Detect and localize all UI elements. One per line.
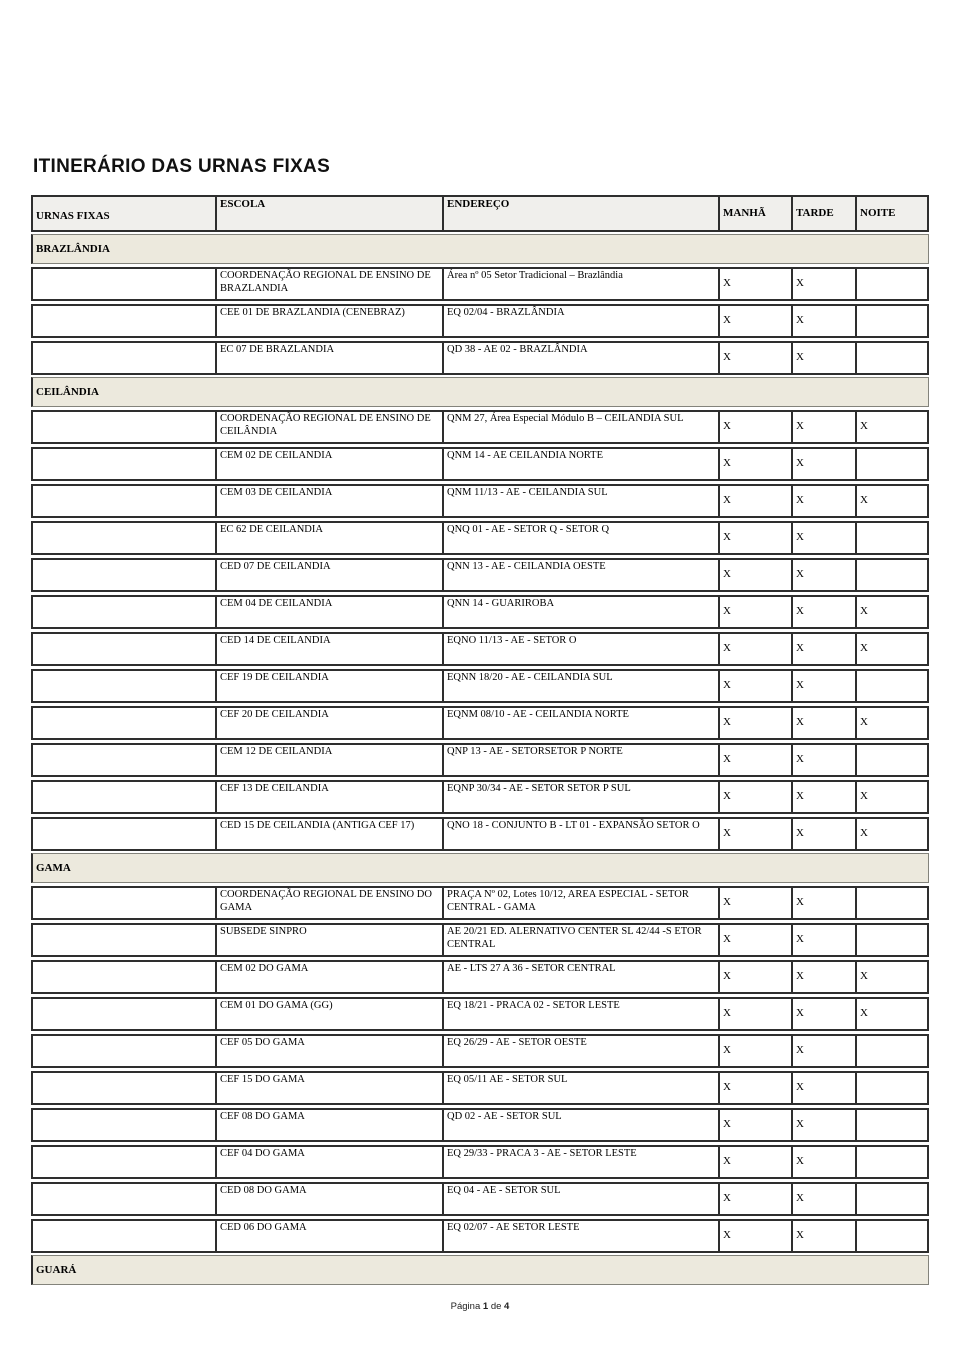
noite-cell (857, 343, 927, 373)
table-header-row (31, 195, 929, 232)
noite-cell (857, 1110, 927, 1140)
tarde-cell: X (793, 449, 857, 479)
endereco-cell: EQNN 18/20 - AE - CEILANDIA SUL (444, 671, 720, 701)
table-row (31, 558, 929, 592)
endereco-cell: QNO 18 - CONJUNTO B - LT 01 - EXPANSÃO SETOR O (444, 819, 720, 849)
escola-cell: COORDENAÇÃO REGIONAL DE ENSINO DE CEILÂNDIA (217, 412, 444, 442)
column-header-escola: ESCOLA (217, 197, 444, 230)
tarde-cell: X (793, 486, 857, 516)
tarde-cell: X (793, 523, 857, 553)
manha-cell: X (720, 708, 793, 738)
endereco-cell: PRAÇA Nº 02, Lotes 10/12, AREA ESPECIAL - SETOR CENTRAL - GAMA (444, 888, 720, 918)
tarde-cell: X (793, 597, 857, 627)
noite-cell (857, 1147, 927, 1177)
noite-cell (857, 306, 927, 336)
noite-cell: X (860, 970, 868, 983)
table-row (31, 923, 929, 957)
escola-cell: CEM 04 DE CEILANDIA (217, 597, 444, 627)
noite-cell (857, 671, 927, 701)
urna-cell (33, 560, 217, 590)
endereco-cell: QNM 27, Área Especial Módulo B – CEILANDIA SUL (444, 412, 720, 442)
manha-cell: X (720, 671, 793, 701)
manha-cell: X (720, 819, 793, 849)
tarde-cell: X (793, 634, 857, 664)
table-row (31, 632, 929, 666)
table-row (31, 1219, 929, 1253)
urna-cell (33, 1221, 217, 1251)
column-header-endereco: ENDEREÇO (444, 197, 720, 230)
escola-cell: CEF 19 DE CEILANDIA (217, 671, 444, 701)
escola-cell: CEE 01 DE BRAZLANDIA (CENEBRAZ) (217, 306, 444, 336)
manha-cell: X (720, 523, 793, 553)
urna-cell (33, 597, 217, 627)
section-band-ceilandia (31, 377, 929, 407)
manha-cell: X (720, 486, 793, 516)
escola-cell: COORDENAÇÃO REGIONAL DE ENSINO DO GAMA (217, 888, 444, 918)
urna-cell (33, 306, 217, 336)
escola-cell: COORDENAÇÃO REGIONAL DE ENSINO DE BRAZLANDIA (217, 269, 444, 299)
endereco-cell: EQ 02/04 - BRAZLÂNDIA (444, 306, 720, 336)
table-row (31, 780, 929, 814)
urna-cell (33, 412, 217, 442)
noite-cell: X (860, 494, 868, 507)
manha-cell: X (720, 1221, 793, 1251)
manha-cell: X (720, 1110, 793, 1140)
urna-cell (33, 819, 217, 849)
escola-cell: CED 08 DO GAMA (217, 1184, 444, 1214)
tarde-cell: X (793, 560, 857, 590)
table-row (31, 886, 929, 920)
column-header-noite: NOITE (860, 207, 896, 220)
tarde-cell: X (793, 925, 857, 955)
table-row (31, 521, 929, 555)
urna-cell (33, 1110, 217, 1140)
endereco-cell: QNM 14 - AE CEILANDIA NORTE (444, 449, 720, 479)
manha-cell: X (720, 962, 793, 992)
column-header-manha: MANHÃ (720, 197, 793, 230)
urna-cell (33, 486, 217, 516)
urna-cell (33, 671, 217, 701)
tarde-cell: X (793, 745, 857, 775)
escola-cell: CED 06 DO GAMA (217, 1221, 444, 1251)
manha-cell: X (720, 888, 793, 918)
manha-cell: X (720, 343, 793, 373)
escola-cell: CED 14 DE CEILANDIA (217, 634, 444, 664)
manha-cell: X (720, 1147, 793, 1177)
table-row (31, 1145, 929, 1179)
urna-cell (33, 1073, 217, 1103)
tarde-cell: X (793, 1221, 857, 1251)
itinerary-table (31, 195, 929, 1285)
table-row (31, 304, 929, 338)
escola-cell: CEM 02 DE CEILANDIA (217, 449, 444, 479)
noite-cell (857, 1221, 927, 1251)
urna-cell (33, 925, 217, 955)
noite-cell: X (860, 605, 868, 618)
endereco-cell: EQ 02/07 - AE SETOR LESTE (444, 1221, 720, 1251)
escola-cell: SUBSEDE SINPRO (217, 925, 444, 955)
footer-page-number: 1 (482, 1301, 489, 1312)
urna-cell (33, 1147, 217, 1177)
urna-cell (33, 999, 217, 1029)
noite-cell (857, 269, 927, 299)
manha-cell: X (720, 597, 793, 627)
noite-cell: X (860, 420, 868, 433)
noite-cell: X (860, 827, 868, 840)
section-label: BRAZLÂNDIA (36, 243, 110, 255)
escola-cell: EC 07 DE BRAZLANDIA (217, 343, 444, 373)
noite-cell: X (860, 716, 868, 729)
table-row (31, 484, 929, 518)
endereco-cell: QNP 13 - AE - SETORSETOR P NORTE (444, 745, 720, 775)
escola-cell: CEM 02 DO GAMA (217, 962, 444, 992)
table-row (31, 1182, 929, 1216)
footer-total-pages: 4 (504, 1301, 510, 1312)
table-row (31, 1034, 929, 1068)
manha-cell: X (720, 1036, 793, 1066)
footer-middle: de (488, 1301, 505, 1312)
noite-cell: X (860, 1007, 868, 1020)
manha-cell: X (720, 412, 793, 442)
noite-cell (857, 1073, 927, 1103)
tarde-cell: X (793, 306, 857, 336)
endereco-cell: QD 02 - AE - SETOR SUL (444, 1110, 720, 1140)
table-row (31, 669, 929, 703)
page-footer (0, 1301, 960, 1312)
urna-cell (33, 449, 217, 479)
manha-cell: X (720, 999, 793, 1029)
escola-cell: EC 62 DE CEILANDIA (217, 523, 444, 553)
manha-cell: X (720, 1073, 793, 1103)
endereco-cell: QNM 11/13 - AE - CEILANDIA SUL (444, 486, 720, 516)
escola-cell: CEF 13 DE CEILANDIA (217, 782, 444, 812)
urna-cell (33, 269, 217, 299)
page-title: ITINERÁRIO DAS URNAS FIXAS (33, 156, 331, 177)
urna-cell (33, 1184, 217, 1214)
noite-cell (857, 1036, 927, 1066)
noite-cell: X (860, 790, 868, 803)
table-row (31, 447, 929, 481)
noite-cell (857, 925, 927, 955)
column-header-urnas-fixas: URNAS FIXAS (33, 197, 217, 230)
escola-cell: CEF 20 DE CEILANDIA (217, 708, 444, 738)
endereco-cell: EQ 26/29 - AE - SETOR OESTE (444, 1036, 720, 1066)
endereco-cell: EQNO 11/13 - AE - SETOR O (444, 634, 720, 664)
tarde-cell: X (793, 269, 857, 299)
tarde-cell: X (793, 412, 857, 442)
urna-cell (33, 782, 217, 812)
table-row (31, 817, 929, 851)
endereco-cell: EQ 05/11 AE - SETOR SUL (444, 1073, 720, 1103)
table-row (31, 1108, 929, 1142)
escola-cell: CEM 01 DO GAMA (GG) (217, 999, 444, 1029)
escola-cell: CED 07 DE CEILANDIA (217, 560, 444, 590)
manha-cell: X (720, 782, 793, 812)
urna-cell (33, 1036, 217, 1066)
urna-cell (33, 708, 217, 738)
manha-cell: X (720, 634, 793, 664)
table-row (31, 706, 929, 740)
section-band-gama (31, 853, 929, 883)
table-row (31, 267, 929, 301)
urna-cell (33, 962, 217, 992)
manha-cell: X (720, 925, 793, 955)
endereco-cell: EQ 29/33 - PRACA 3 - AE - SETOR LESTE (444, 1147, 720, 1177)
section-label: CEILÂNDIA (36, 386, 99, 398)
section-band-brazlandia (31, 234, 929, 264)
table-body (31, 234, 929, 1285)
manha-cell: X (720, 269, 793, 299)
tarde-cell: X (793, 671, 857, 701)
noite-cell (857, 888, 927, 918)
manha-cell: X (720, 745, 793, 775)
urna-cell (33, 634, 217, 664)
table-row (31, 997, 929, 1031)
tarde-cell: X (793, 782, 857, 812)
section-label: GAMA (36, 862, 71, 874)
table-row (31, 743, 929, 777)
endereco-cell: EQNM 08/10 - AE - CEILANDIA NORTE (444, 708, 720, 738)
manha-cell: X (720, 449, 793, 479)
urna-cell (33, 745, 217, 775)
table-row (31, 341, 929, 375)
endereco-cell: QNQ 01 - AE - SETOR Q - SETOR Q (444, 523, 720, 553)
noite-cell (857, 1184, 927, 1214)
endereco-cell: EQNP 30/34 - AE - SETOR SETOR P SUL (444, 782, 720, 812)
tarde-cell: X (793, 962, 857, 992)
manha-cell: X (720, 1184, 793, 1214)
manha-cell: X (720, 560, 793, 590)
noite-cell (857, 449, 927, 479)
noite-cell (857, 745, 927, 775)
tarde-cell: X (793, 1184, 857, 1214)
tarde-cell: X (793, 1036, 857, 1066)
tarde-cell: X (793, 708, 857, 738)
urna-cell (33, 523, 217, 553)
table-row (31, 960, 929, 994)
tarde-cell: X (793, 343, 857, 373)
endereco-cell: AE - LTS 27 A 36 - SETOR CENTRAL (444, 962, 720, 992)
endereco-cell: EQ 04 - AE - SETOR SUL (444, 1184, 720, 1214)
tarde-cell: X (793, 999, 857, 1029)
section-band-guara (31, 1255, 929, 1285)
tarde-cell: X (793, 888, 857, 918)
escola-cell: CEM 03 DE CEILANDIA (217, 486, 444, 516)
endereco-cell: QD 38 - AE 02 - BRAZLÂNDIA (444, 343, 720, 373)
endereco-cell: QNN 13 - AE - CEILANDIA OESTE (444, 560, 720, 590)
urna-cell (33, 343, 217, 373)
noite-cell: X (860, 642, 868, 655)
tarde-cell: X (793, 1147, 857, 1177)
table-row (31, 595, 929, 629)
table-row (31, 1071, 929, 1105)
endereco-cell: AE 20/21 ED. ALERNATIVO CENTER SL 42/44 -S ETOR CENTRAL (444, 925, 720, 955)
table-row (31, 410, 929, 444)
escola-cell: CED 15 DE CEILANDIA (ANTIGA CEF 17) (217, 819, 444, 849)
column-header-tarde: TARDE (793, 197, 857, 230)
footer-prefix: Página (450, 1301, 483, 1312)
urna-cell (33, 888, 217, 918)
endereco-cell: QNN 14 - GUARIROBA (444, 597, 720, 627)
escola-cell: CEF 04 DO GAMA (217, 1147, 444, 1177)
tarde-cell: X (793, 1073, 857, 1103)
tarde-cell: X (793, 819, 857, 849)
noite-cell (857, 523, 927, 553)
endereco-cell: EQ 18/21 - PRACA 02 - SETOR LESTE (444, 999, 720, 1029)
section-label: GUARÁ (36, 1264, 77, 1276)
escola-cell: CEF 15 DO GAMA (217, 1073, 444, 1103)
noite-cell (857, 560, 927, 590)
escola-cell: CEF 08 DO GAMA (217, 1110, 444, 1140)
endereco-cell: Área nº 05 Setor Tradicional – Brazlândia (444, 269, 720, 299)
tarde-cell: X (793, 1110, 857, 1140)
manha-cell: X (720, 306, 793, 336)
escola-cell: CEM 12 DE CEILANDIA (217, 745, 444, 775)
escola-cell: CEF 05 DO GAMA (217, 1036, 444, 1066)
